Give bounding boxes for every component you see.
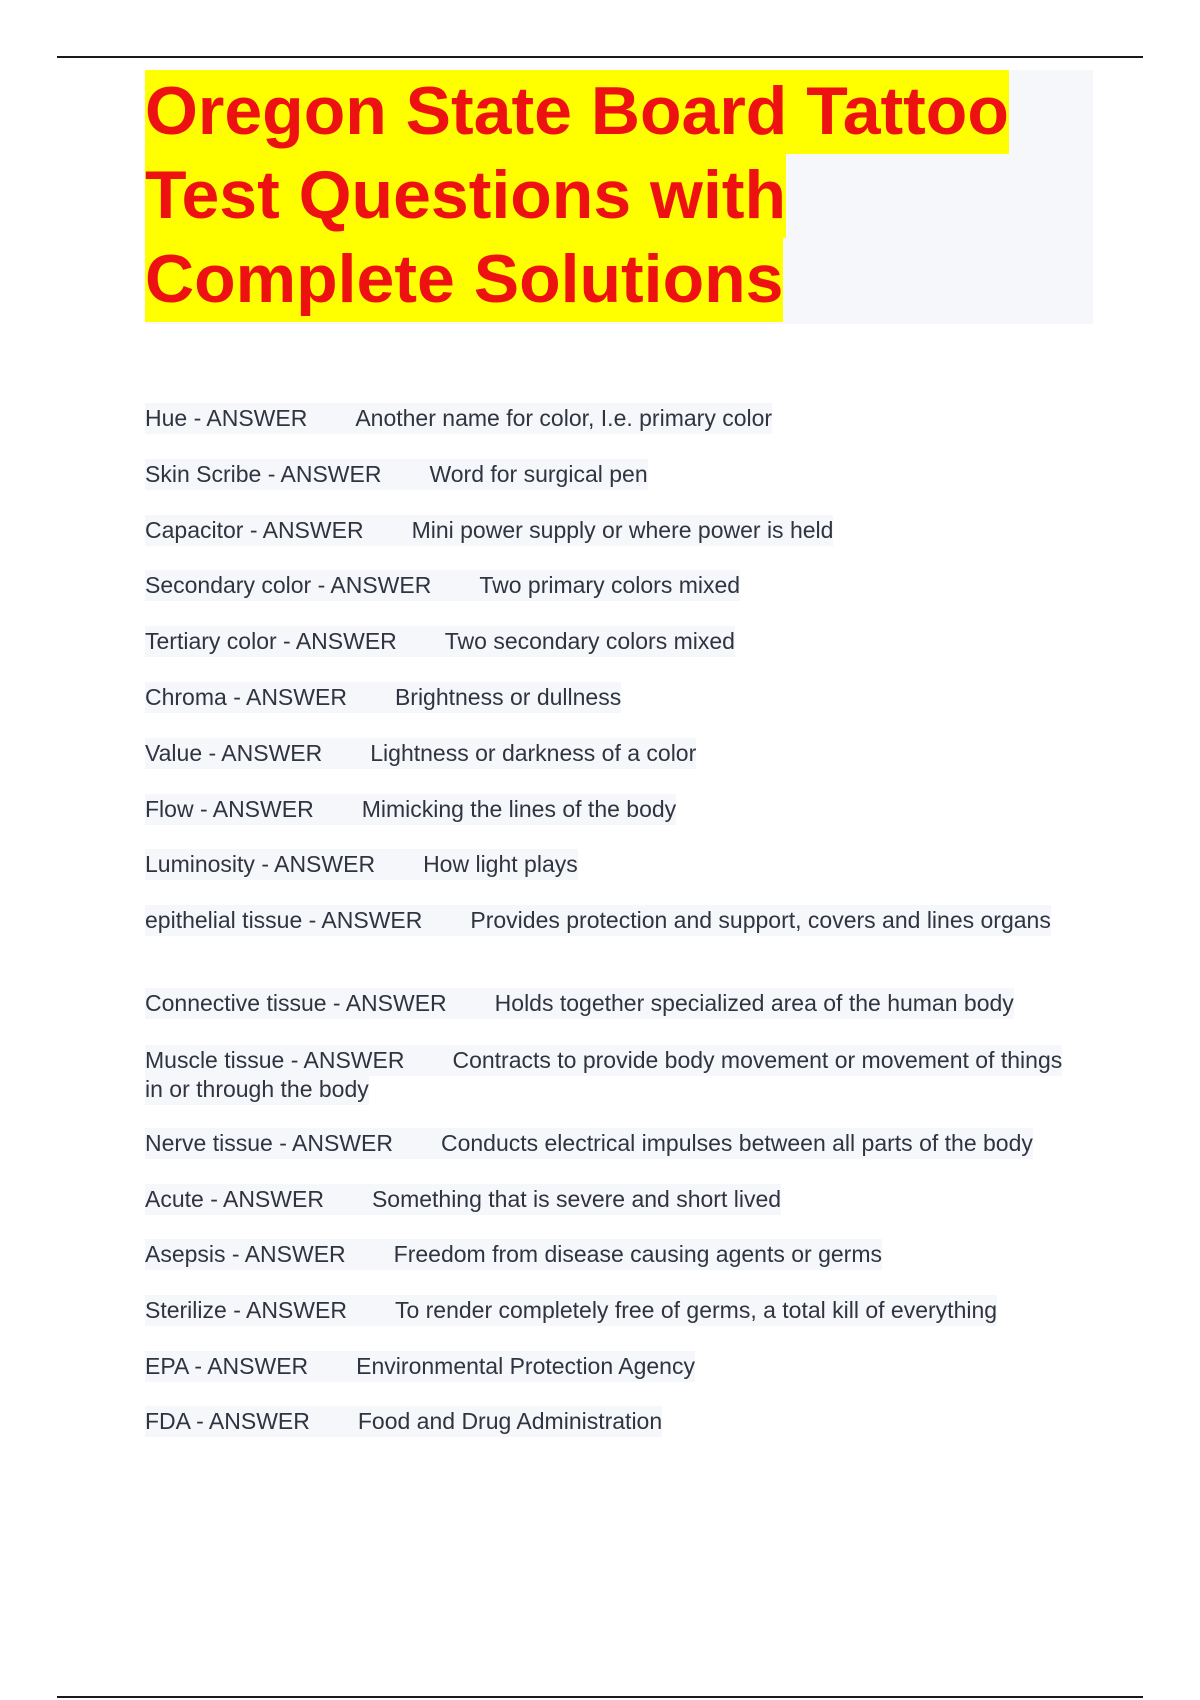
list-item bbox=[145, 1185, 1085, 1214]
answer: Environmental Protection Agency bbox=[356, 1353, 695, 1379]
term: Acute - ANSWER bbox=[145, 1186, 324, 1212]
list-item bbox=[145, 1407, 1085, 1436]
list-item bbox=[145, 1296, 1085, 1325]
title-line-3: Complete Solutions bbox=[145, 238, 783, 322]
list-item bbox=[145, 516, 1085, 545]
list-item bbox=[145, 571, 1085, 600]
bottom-rule bbox=[57, 1696, 1143, 1698]
term: Secondary color - ANSWER bbox=[145, 572, 432, 598]
list-item bbox=[145, 906, 1085, 935]
answer: Another name for color, I.e. primary color bbox=[355, 405, 773, 431]
term: Muscle tissue - ANSWER bbox=[145, 1047, 405, 1073]
term: Skin Scribe - ANSWER bbox=[145, 461, 382, 487]
title-block bbox=[145, 70, 1093, 324]
term: epithelial tissue - ANSWER bbox=[145, 907, 423, 933]
answer: Food and Drug Administration bbox=[357, 1408, 663, 1434]
list-item bbox=[145, 850, 1085, 879]
title-line-1: Oregon State Board Tattoo bbox=[145, 70, 1009, 154]
answer: Mimicking the lines of the body bbox=[361, 796, 677, 822]
answer: Freedom from disease causing agents or germs bbox=[393, 1241, 882, 1267]
term: EPA - ANSWER bbox=[145, 1353, 309, 1379]
answer: Word for surgical pen bbox=[429, 461, 648, 487]
term: Sterilize - ANSWER bbox=[145, 1297, 347, 1323]
answer: How light plays bbox=[423, 851, 578, 877]
term: Flow - ANSWER bbox=[145, 796, 314, 822]
list-item bbox=[145, 1240, 1085, 1269]
term: Tertiary color - ANSWER bbox=[145, 628, 397, 654]
answer: Something that is severe and short lived bbox=[371, 1186, 782, 1212]
term: Value - ANSWER bbox=[145, 740, 323, 766]
title-line-2: Test Questions with bbox=[145, 154, 786, 238]
term: Chroma - ANSWER bbox=[145, 684, 347, 710]
term: Luminosity - ANSWER bbox=[145, 851, 376, 877]
answer: Brightness or dullness bbox=[394, 684, 622, 710]
answer: Two secondary colors mixed bbox=[444, 628, 735, 654]
term: FDA - ANSWER bbox=[145, 1408, 310, 1434]
term: Nerve tissue - ANSWER bbox=[145, 1130, 393, 1156]
list-item bbox=[145, 1046, 1085, 1104]
list-item bbox=[145, 627, 1085, 656]
top-rule bbox=[57, 56, 1143, 58]
term: Asepsis - ANSWER bbox=[145, 1241, 346, 1267]
list-item bbox=[145, 404, 1085, 433]
answer: Conducts electrical impulses between all parts of the body bbox=[440, 1130, 1033, 1156]
answer: To render completely free of germs, a total kill of everything bbox=[394, 1297, 998, 1323]
answer: Contracts to provide body movement or movement of things in or through the body bbox=[145, 1047, 1063, 1102]
list-item bbox=[145, 989, 1085, 1018]
term: Hue - ANSWER bbox=[145, 405, 308, 431]
term: Connective tissue - ANSWER bbox=[145, 990, 447, 1016]
list-item bbox=[145, 1129, 1085, 1158]
term: Capacitor - ANSWER bbox=[145, 517, 364, 543]
answer: Two primary colors mixed bbox=[479, 572, 741, 598]
list-item bbox=[145, 460, 1085, 489]
answer: Holds together specialized area of the human body bbox=[494, 990, 1014, 1016]
answer: Provides protection and support, covers and lines organs bbox=[470, 907, 1051, 933]
answer: Lightness or darkness of a color bbox=[370, 740, 697, 766]
list-item bbox=[145, 739, 1085, 768]
list-item bbox=[145, 683, 1085, 712]
list-item bbox=[145, 1352, 1085, 1381]
list-item bbox=[145, 795, 1085, 824]
answer: Mini power supply or where power is held bbox=[411, 517, 834, 543]
